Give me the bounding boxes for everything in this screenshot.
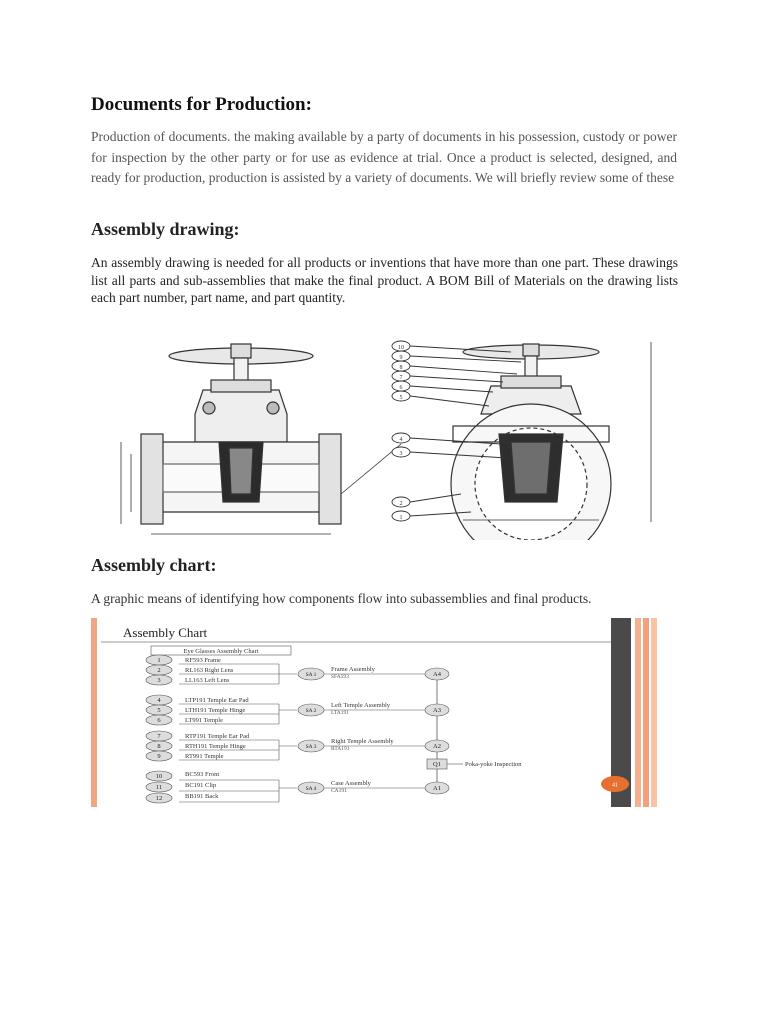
assembly-code: A3 [433,707,441,714]
part-label: BC593 Front [185,771,220,778]
part-number: 9 [157,753,161,760]
part-label: LL163 Left Lens [185,677,230,684]
assembly-drawing-heading: Assembly drawing: [91,219,240,239]
subassembly-code: SA 1 [305,672,317,678]
balloon-label: 1 [399,515,403,521]
part-label: BC191 Clip [185,782,217,789]
assembly-a2 [425,740,449,752]
balloon-label: 10 [398,345,404,351]
part-number: 1 [157,657,161,664]
balloon-label: 5 [399,395,403,401]
assembly-code: A4 [433,671,441,678]
assembly-drawing-text: An assembly drawing is needed for all products or inventions that have more than one part. These drawings list all parts and sub-assemblies that make the final product. A BOM Bill of Materials on the drawing lists each part number, part name, and part quantity. [91,255,678,305]
balloon-2 [392,494,461,507]
assembly-a4 [425,668,449,680]
subassembly-id: RTA191 [331,746,350,752]
balloon-label: 4 [399,437,403,443]
subassembly-code: SA 4 [305,786,317,792]
assembly-chart-text: A graphic means of identifying how components flow into subassemblies and final products. [91,591,592,606]
assembly-a1 [425,782,449,794]
part-number: 8 [157,743,161,750]
page-number-badge [601,776,629,792]
part-label: RF593 Frame [185,657,221,664]
part-label: RTP191 Temple Ear Pad [185,733,250,740]
subassembly-id: LTA191 [331,710,349,716]
balloon-8 [392,361,517,374]
page-title: Documents for Production: [91,94,312,115]
subassembly-id: CA191 [331,788,347,794]
part-label: LTP191 Temple Ear Pad [185,697,249,704]
part-number: 12 [155,795,163,802]
subassembly-label: Case Assembly [331,780,371,787]
assembly-chart-figure [91,618,661,807]
part-number: 11 [155,784,163,791]
balloon-5 [392,391,489,406]
part-number: 10 [155,773,163,780]
assembly-code: A1 [433,785,441,792]
assembly-a3 [425,704,449,716]
inspection-label: Poka-yoke Inspection [465,761,522,768]
assembly-chart-heading: Assembly chart: [91,555,217,575]
inspection-step [427,759,522,769]
valve-side-view [121,344,401,534]
balloon-label: 3 [399,451,403,457]
subassembly-label: Right Temple Assembly [331,738,394,745]
chart-subtitle: Eye Glasses Assembly Chart [183,648,259,655]
subassembly-code: SA 3 [305,744,317,750]
part-number: 2 [157,667,161,674]
balloon-label: 7 [399,375,403,381]
balloon-6 [392,381,493,392]
subassembly-id: SFA593 [331,674,349,680]
part-label: BB191 Back [185,793,219,800]
subassembly-label: Frame Assembly [331,666,375,673]
assembly-chart-title: Assembly Chart [123,625,208,640]
assembly-code: A2 [433,743,441,750]
balloon-label: 6 [399,385,403,391]
part-number: 5 [157,707,161,714]
part-label: RL163 Right Lens [185,667,234,674]
part-number: 7 [157,733,161,740]
subassembly-code: SA 2 [305,708,317,714]
part-label: RT991 Temple [185,753,224,760]
subassembly-label: Left Temple Assembly [331,702,390,709]
page-number: 41 [612,782,618,789]
balloon-label: 2 [399,501,403,507]
part-number: 4 [157,697,161,704]
balloon-label: 9 [399,355,403,361]
inspection-code: Q1 [433,761,441,768]
balloon-label: 8 [399,365,403,371]
part-label: RTH191 Temple Hinge [185,743,246,750]
part-label: LTH191 Temple Hinge [185,707,246,714]
part-number: 6 [157,717,161,724]
part-label: LT991 Temple [185,717,224,724]
intro-paragraph: Production of documents. the making available by a party of documents in his possession, custody or power for inspection by the other party or for use as evidence at trial. Once a product is selected, designed, and ready for production, production is assisted by a variety of documents. We will briefly review some of these [91,129,677,185]
balloon-7 [392,371,503,382]
part-number: 3 [157,677,161,684]
valve-assembly-drawing [91,334,677,540]
